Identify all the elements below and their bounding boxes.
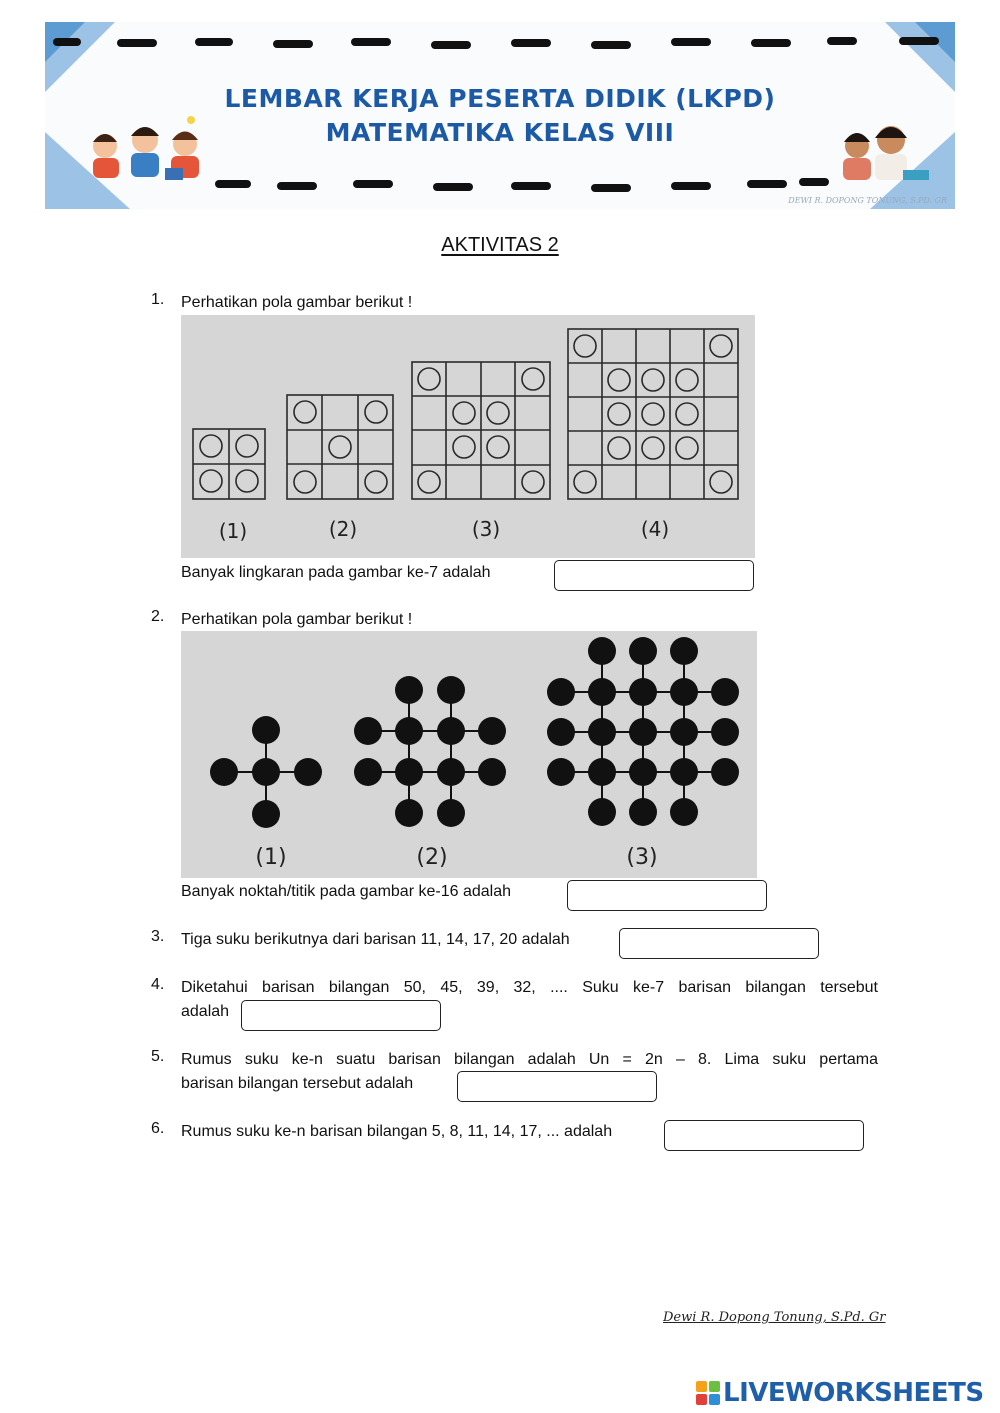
question-4-text-line2: adalah [181, 1003, 230, 1020]
figure1-label-2: (2) [328, 517, 358, 541]
figure1-label-4: (4) [640, 517, 670, 541]
liveworksheets-wordmark: LIVEWORKSHEETS [723, 1378, 984, 1408]
question-4-number: 4. [151, 976, 165, 993]
question-5-text-line1: Rumus suku ke-n suatu barisan bilangan adalah Un = 2n – 8. Lima suku pertama [181, 1051, 878, 1068]
figure1-label-3: (3) [471, 517, 501, 541]
question-5-text-line2: barisan bilangan tersebut adalah [181, 1075, 414, 1092]
question-6-number: 6. [151, 1120, 165, 1137]
question-1-ask: Banyak lingkaran pada gambar ke-7 adalah [181, 564, 491, 581]
logo-square-l [696, 1381, 707, 1392]
question-4-text-line1: Diketahui barisan bilangan 50, 45, 39, 32, .... Suku ke-7 barisan bilangan tersebut [181, 979, 878, 996]
liveworksheets-logo[interactable] [696, 1377, 984, 1409]
figure2-label-3: (3) [626, 845, 658, 870]
figure-dot-pattern [181, 631, 757, 878]
question-4-answer-input[interactable] [241, 1000, 441, 1031]
dot-pattern-figure [181, 631, 757, 878]
question-1-answer-input[interactable] [554, 560, 754, 591]
author-signature: Dewi R. Dopong Tonung, S.Pd. Gr [663, 1310, 886, 1325]
banner-title-line2: MATEMATIKA KELAS VIII [325, 118, 675, 147]
question-6-answer-input[interactable] [664, 1120, 864, 1151]
figure-circle-grid-pattern [181, 315, 755, 558]
question-2-prompt: Perhatikan pola gambar berikut ! [181, 611, 413, 628]
header-banner [45, 22, 955, 209]
question-6-text: Rumus suku ke-n barisan bilangan 5, 8, 11, 14, 17, ... adalah [181, 1123, 613, 1140]
question-5-answer-input[interactable] [457, 1071, 657, 1102]
activity-title: AKTIVITAS 2 [441, 234, 559, 256]
question-1-prompt: Perhatikan pola gambar berikut ! [181, 294, 413, 311]
question-3-number: 3. [151, 928, 165, 945]
circle-grid-figure [181, 315, 755, 558]
banner-decoration [45, 22, 955, 209]
question-2-ask: Banyak noktah/titik pada gambar ke-16 adalah [181, 883, 511, 900]
logo-square-e [709, 1394, 720, 1405]
figure2-label-1: (1) [255, 845, 287, 870]
logo-square-v [696, 1394, 707, 1405]
banner-credit: DEWI R. DOPONG TONUNG, S.PD. GR [788, 196, 947, 205]
banner-title-line1: LEMBAR KERJA PESERTA DIDIK (LKPD) [224, 84, 776, 113]
logo-square-i [709, 1381, 720, 1392]
question-2-answer-input[interactable] [567, 880, 767, 911]
figure1-label-1: (1) [218, 519, 248, 543]
question-2-number: 2. [151, 608, 165, 625]
question-1-number: 1. [151, 291, 165, 308]
question-5-number: 5. [151, 1048, 165, 1065]
figure2-label-2: (2) [416, 845, 448, 870]
question-3-text: Tiga suku berikutnya dari barisan 11, 14, 17, 20 adalah [181, 931, 570, 948]
liveworksheets-icon [696, 1381, 720, 1405]
question-3-answer-input[interactable] [619, 928, 819, 959]
